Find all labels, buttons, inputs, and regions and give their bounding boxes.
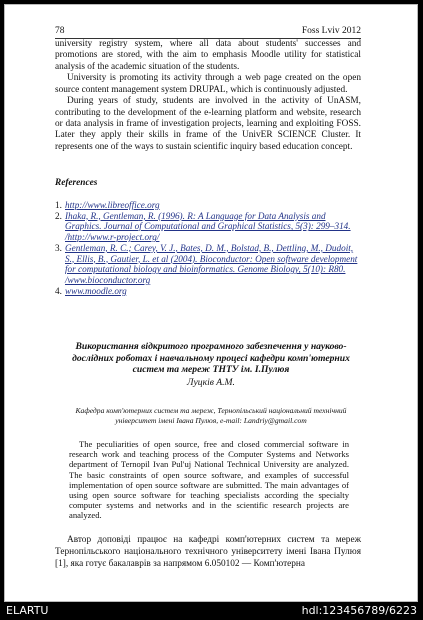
reference-item xyxy=(55,286,361,297)
article-body xyxy=(55,534,361,570)
page-number: 78 xyxy=(55,26,65,36)
abstract-text: The peculiarities of open source, free and closed commercial software in research work and teaching process of the Computer Systems and Networks department of Ternopil Ivan Pul'uj National Technical University are analyzed. The basic constraints of open source software, and examples of successful implementation of open source software are submitted. The main advantages of using open source software for teaching specialists according the specialty computer systems and networks and in the scientific research projects are analyzed. xyxy=(69,439,349,521)
journal-name: Foss Lviv 2012 xyxy=(301,26,361,36)
paragraph: University is promoting its activity through a web page created on the open source content management system DRUPAL, which is continuously adjusted. xyxy=(55,73,361,95)
reference-number: 2. xyxy=(55,210,62,221)
reference-link[interactable]: www.moodle.org xyxy=(65,285,127,296)
handle-id: hdl:123456789/6223 xyxy=(301,604,417,617)
references-list xyxy=(55,200,361,296)
reference-item xyxy=(55,200,361,211)
article-affiliation: Кафедра комп'ютерних систем та мереж, Тернопільський національний технічний університет імені Івана Пулюя, e-mail: Landriy@gmail.com xyxy=(75,406,347,425)
page-header xyxy=(55,25,361,39)
paragraph: university registry system, where all data about students' successes and promotions are stored, with the aim to emphasis Moodle utility for statistical analysis of the academic situation of the students. xyxy=(55,39,361,72)
article-abstract xyxy=(69,439,349,521)
reference-number: 3. xyxy=(55,242,62,253)
repository-name: ELARTU xyxy=(6,604,49,617)
article-body-text: Автор доповіді працює на кафедрі комп'ютерних систем та мереж Тернопільського національного технічного університету імені Івана Пулюя [1], яка готує бакалаврів за напрямом 6.050102 — Комп'ютерна xyxy=(55,535,361,569)
reference-item xyxy=(55,211,361,243)
reference-number: 4. xyxy=(55,285,62,296)
article-title: Використання відкритого програмного забезпечення у науково-дослідних роботах і навчальному процесі кафедри комп'ютерних систем та мереж ТНТУ ім. І.Пулюя xyxy=(72,341,350,375)
reference-link[interactable]: Ihaka, R., Gentleman, R. (1996). R: A Language for Data Analysis and Graphics. Journal of Computational and Graphical Statistics, 5(3): 299–314. /http://www.r-project.org/ xyxy=(65,210,351,243)
reference-number: 1. xyxy=(55,200,62,210)
reference-link[interactable]: Gentleman, R. C.; Carey, V. J., Bates, D. M., Bolstad, B., Dettling, M., Dudoit, S., Ellis, B., Gautier, L. et al (2004). Bioconductor: Open software development for computational biology and bioinformatics. Genome Biology, 5(10): R80. /www.bioconductor.org xyxy=(65,242,358,285)
viewer-footer xyxy=(0,602,423,620)
references-title: References xyxy=(55,178,98,188)
article-author: Луцків А.М. xyxy=(187,377,235,388)
paragraph: During years of study, students are involved in the activity of UnASM, contributing to the development of the e-learning platform and website, research or data analysis in frame of investigation projects, learning and exploiting FOSS. Later they apply their skills in frame of the UnivER SCIENCE Cluster. It represents one of the ways to sustain scientific inquiry based education concept. xyxy=(55,96,361,152)
reference-item xyxy=(55,243,361,286)
reference-link[interactable]: http://www.libreoffice.org xyxy=(65,200,160,210)
body-text xyxy=(55,39,361,153)
document-page xyxy=(4,4,418,602)
